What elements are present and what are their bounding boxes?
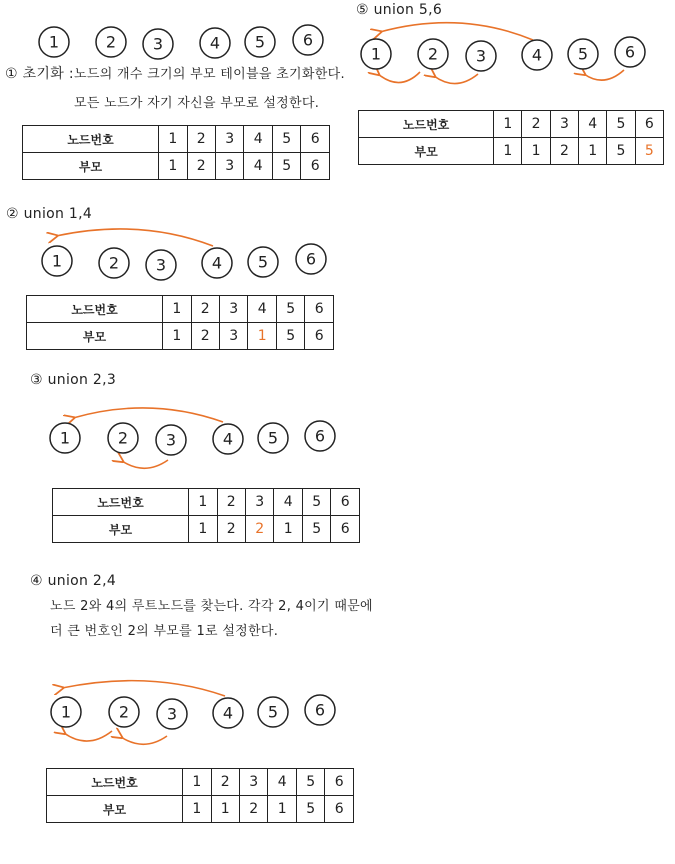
parent-cell: 1	[183, 796, 211, 823]
node-cell: 2	[217, 489, 245, 516]
node-5	[258, 697, 288, 727]
svg-text:3: 3	[155, 255, 167, 275]
node-cell: 6	[331, 489, 360, 516]
node-6	[305, 421, 335, 451]
parent-cell-changed: 5	[635, 138, 663, 165]
parent-label: 부모	[23, 153, 159, 180]
parent-cell: 3	[216, 153, 244, 180]
node-number-label: 노드번호	[47, 769, 183, 796]
parent-cell: 3	[220, 323, 248, 350]
node-cell: 1	[494, 111, 522, 138]
arrow-4-to-1	[62, 681, 225, 696]
node-cell: 4	[248, 296, 276, 323]
parent-cell: 1	[211, 796, 239, 823]
parent-cell: 1	[274, 516, 302, 543]
arrow-3-to-2	[121, 736, 167, 744]
svg-text:2: 2	[118, 702, 130, 722]
node-cell: 4	[244, 126, 272, 153]
parent-cell-changed: 1	[248, 323, 276, 350]
node-2	[109, 697, 139, 727]
parent-cell: 1	[494, 138, 522, 165]
node-2	[108, 423, 138, 453]
step4-title: ④ union 2,4	[30, 573, 117, 589]
node-5	[258, 423, 288, 453]
parent-cell: 6	[301, 153, 330, 180]
node-4	[213, 424, 243, 454]
node-3	[146, 250, 176, 280]
node-cell: 1	[159, 126, 187, 153]
node-cell: 1	[183, 769, 211, 796]
node-cell: 5	[607, 111, 635, 138]
node-3	[157, 699, 187, 729]
init-description-line1: 노드의 개수 크기의 부모 테이블을 초기화한다.	[74, 67, 345, 82]
node-row-init	[39, 25, 323, 59]
arrow-2-to-1	[378, 72, 420, 83]
node-4	[522, 40, 552, 70]
node-cell: 5	[302, 489, 330, 516]
node-number-label: 노드번호	[23, 126, 159, 153]
svg-text:1: 1	[370, 44, 382, 64]
node-1	[50, 423, 80, 453]
node-row-step4	[51, 681, 335, 745]
parent-cell: 5	[296, 796, 324, 823]
node-cell: 2	[191, 296, 219, 323]
svg-text:2: 2	[108, 253, 120, 273]
node-number-label: 노드번호	[359, 111, 494, 138]
parent-cell: 5	[607, 138, 635, 165]
node-6	[296, 244, 326, 274]
node-row-step5	[361, 23, 645, 84]
svg-text:5: 5	[267, 428, 279, 448]
node-6	[293, 25, 323, 55]
node-cell: 3	[246, 489, 274, 516]
parent-cell: 2	[191, 323, 219, 350]
node-1	[361, 39, 391, 69]
node-cell: 2	[522, 111, 550, 138]
node-cell: 3	[220, 296, 248, 323]
parent-cell: 6	[325, 796, 354, 823]
svg-text:4: 4	[222, 429, 234, 449]
node-3	[466, 41, 496, 71]
svg-text:4: 4	[222, 703, 234, 723]
node-cell: 5	[276, 296, 304, 323]
parent-cell: 1	[268, 796, 296, 823]
svg-text:2: 2	[105, 32, 117, 52]
node-cell: 4	[274, 489, 302, 516]
svg-text:2: 2	[117, 428, 129, 448]
svg-text:6: 6	[314, 700, 326, 720]
init-title: ① 초기화 :	[5, 66, 74, 82]
svg-text:3: 3	[152, 34, 164, 54]
arrow-4-to-1	[73, 408, 223, 422]
arrow-2-to-1	[64, 731, 112, 741]
arrow-4-to-1	[56, 229, 213, 246]
parent-cell: 6	[305, 323, 334, 350]
parent-cell-changed: 2	[246, 516, 274, 543]
svg-text:5: 5	[257, 252, 269, 272]
step4-description-line1: 노드 2와 4의 루트노드를 찾는다. 각각 2, 4이기 때문에	[50, 599, 373, 614]
parent-cell: 2	[550, 138, 578, 165]
svg-text:1: 1	[51, 251, 63, 271]
parent-cell: 1	[163, 323, 191, 350]
svg-text:6: 6	[305, 249, 317, 269]
node-cell: 4	[579, 111, 607, 138]
node-cell: 2	[187, 126, 215, 153]
node-number-label: 노드번호	[27, 296, 163, 323]
node-cell: 6	[305, 296, 334, 323]
svg-text:1: 1	[59, 428, 71, 448]
node-cell: 3	[240, 769, 268, 796]
node-cell: 5	[296, 769, 324, 796]
svg-text:1: 1	[48, 32, 60, 52]
svg-text:4: 4	[211, 253, 223, 273]
svg-text:3: 3	[166, 704, 178, 724]
node-number-label: 노드번호	[53, 489, 189, 516]
node-cell: 6	[301, 126, 330, 153]
arrow-6-to-5	[584, 70, 624, 80]
svg-text:4: 4	[209, 33, 221, 53]
node-cell: 4	[268, 769, 296, 796]
parent-label: 부모	[27, 323, 163, 350]
node-cell: 3	[550, 111, 578, 138]
parent-cell: 2	[217, 516, 245, 543]
svg-text:6: 6	[314, 426, 326, 446]
parent-label: 부모	[53, 516, 189, 543]
node-5	[245, 27, 275, 57]
node-cell: 1	[189, 489, 217, 516]
node-4	[202, 248, 232, 278]
parent-cell: 5	[276, 323, 304, 350]
parent-cell: 2	[187, 153, 215, 180]
node-3	[143, 29, 173, 59]
svg-text:5: 5	[267, 702, 279, 722]
step5-title: ⑤ union 5,6	[356, 2, 443, 18]
node-cell: 1	[163, 296, 191, 323]
parent-cell: 5	[272, 153, 300, 180]
parent-cell: 1	[579, 138, 607, 165]
node-4	[200, 28, 230, 58]
node-cell: 6	[325, 769, 354, 796]
node-6	[305, 695, 335, 725]
svg-text:5: 5	[577, 44, 589, 64]
svg-text:6: 6	[624, 42, 636, 62]
svg-text:2: 2	[427, 44, 439, 64]
parent-cell: 1	[522, 138, 550, 165]
parent-cell: 2	[240, 796, 268, 823]
svg-text:3: 3	[165, 430, 177, 450]
arrow-3-to-2	[434, 74, 478, 84]
svg-text:1: 1	[60, 702, 72, 722]
node-1	[39, 27, 69, 57]
step4-description-line2: 더 큰 번호인 2의 부모를 1로 설정한다.	[50, 624, 279, 639]
parent-cell: 5	[302, 516, 330, 543]
node-2	[99, 248, 129, 278]
parent-cell: 4	[244, 153, 272, 180]
svg-text:6: 6	[302, 30, 314, 50]
node-2	[418, 39, 448, 69]
node-cell: 2	[211, 769, 239, 796]
node-row-step2	[42, 229, 326, 280]
parent-cell: 6	[331, 516, 360, 543]
node-cell: 5	[272, 126, 300, 153]
node-row-step3	[50, 408, 335, 468]
svg-text:4: 4	[531, 45, 543, 65]
node-3	[156, 425, 186, 455]
node-1	[51, 697, 81, 727]
step3-title: ③ union 2,3	[30, 372, 117, 388]
step2-title: ② union 1,4	[6, 206, 93, 222]
parent-cell: 1	[159, 153, 187, 180]
node-1	[42, 246, 72, 276]
node-4	[213, 698, 243, 728]
node-5	[248, 247, 278, 277]
init-description-line2: 모든 노드가 자기 자신을 부모로 설정한다.	[74, 96, 320, 111]
parent-cell: 1	[189, 516, 217, 543]
arrow-4-to-1	[380, 23, 533, 40]
node-cell: 6	[635, 111, 663, 138]
node-5	[568, 39, 598, 69]
node-2	[96, 27, 126, 57]
node-6	[615, 37, 645, 67]
svg-text:5: 5	[254, 32, 266, 52]
parent-label: 부모	[359, 138, 494, 165]
arrow-3-to-2	[122, 460, 168, 468]
svg-text:3: 3	[475, 46, 487, 66]
parent-label: 부모	[47, 796, 183, 823]
node-cell: 3	[216, 126, 244, 153]
